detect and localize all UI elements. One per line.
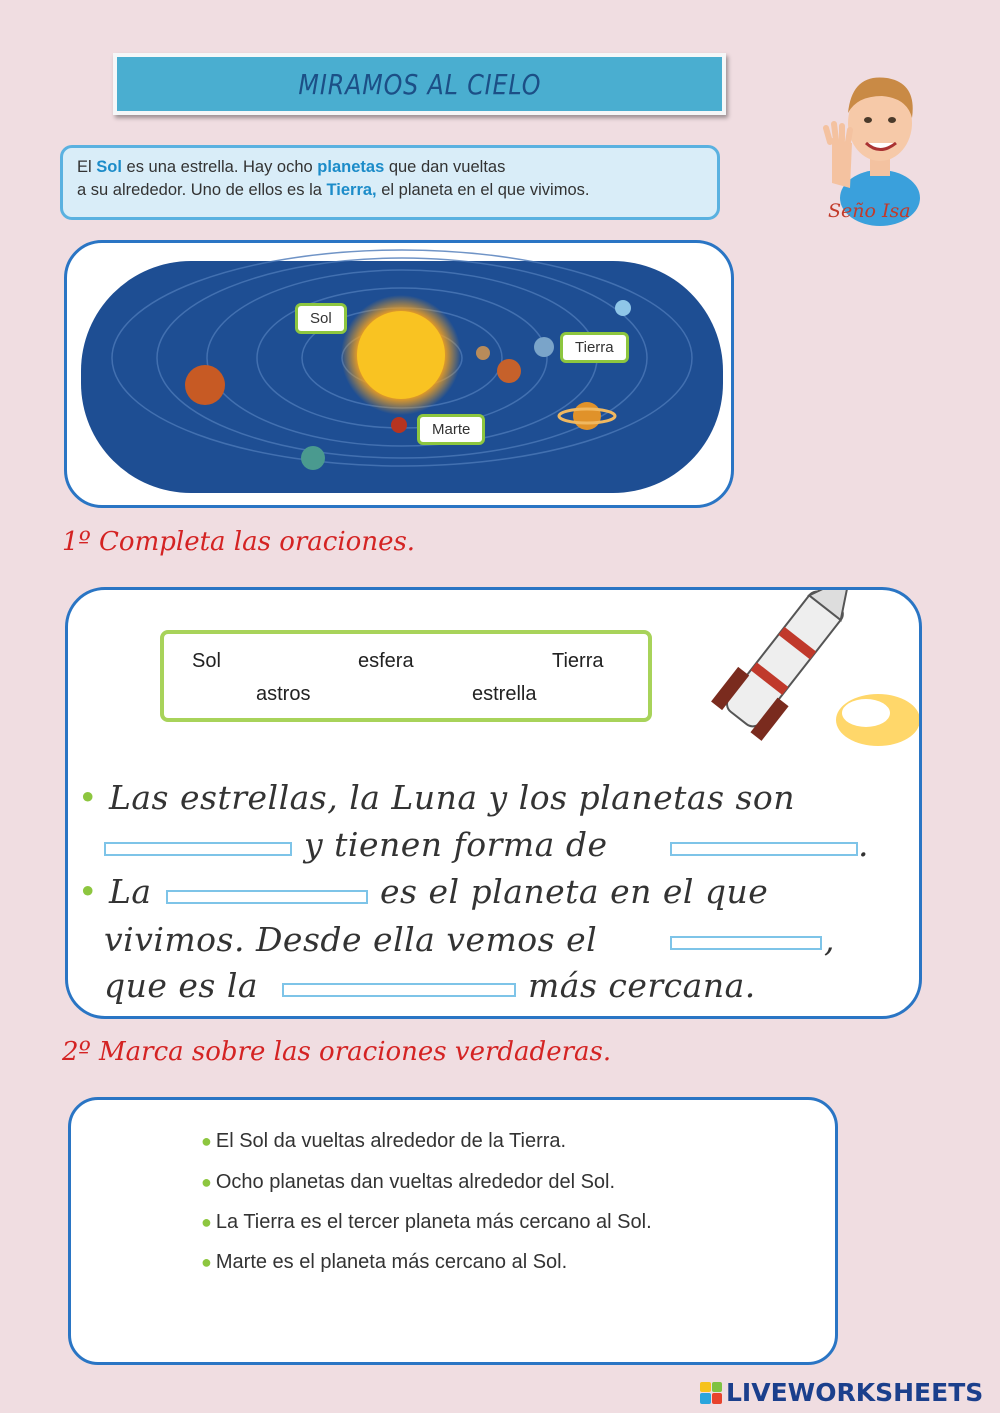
sentence-2-comma: , <box>824 920 835 959</box>
intro-line-2: a su alrededor. Uno de ellos es la Tierra, el planeta en el que vivimos. <box>77 181 590 199</box>
liveworksheets-logo-icon <box>700 1382 722 1404</box>
page-title: MIRAMOS AL CIELO <box>298 67 541 101</box>
solar-system-illustration <box>64 240 734 508</box>
word-bank <box>160 630 652 722</box>
sentence-1-line-2: y tienen forma de <box>304 825 608 864</box>
fill-in-blanks-exercise <box>65 587 922 1019</box>
rocket-illustration <box>688 587 922 755</box>
label-tierra: Tierra <box>560 332 629 363</box>
liveworksheets-logo <box>700 1378 983 1407</box>
intro-text-box <box>60 145 720 220</box>
planet-venus <box>497 359 521 383</box>
sentence-1-line-1: • Las estrellas, la Luna y los planetas son <box>78 778 796 817</box>
intro-line-1: El Sol es una estrella. Hay ocho planetas que dan vueltas <box>77 158 506 176</box>
statement-item[interactable]: ● La Tierra es el tercer planeta más cercano al Sol. <box>201 1211 652 1233</box>
section1-heading: 1º Completa las oraciones. <box>62 527 416 557</box>
sun-core <box>357 311 445 399</box>
avatar-caption: Seño Isa <box>828 200 911 222</box>
statement-item[interactable]: ● Marte es el planeta más cercano al Sol. <box>201 1251 568 1273</box>
word-bank-item: astros <box>256 683 311 705</box>
planet-earth <box>534 337 554 357</box>
planet-mercury <box>476 346 490 360</box>
word-bank-item: Sol <box>192 650 221 672</box>
word-bank-item: esfera <box>358 650 414 672</box>
statement-item[interactable]: ● El Sol da vueltas alrededor de la Tierra. <box>201 1130 567 1152</box>
word-bank-item: estrella <box>472 683 537 705</box>
sentence-2-line-2: vivimos. Desde ella vemos el <box>104 920 598 959</box>
planet-mars <box>391 417 407 433</box>
blank-input-1[interactable] <box>104 842 292 856</box>
label-sol: Sol <box>295 303 347 334</box>
statement-item[interactable]: ● Ocho planetas dan vueltas alrededor del Sol. <box>201 1171 616 1193</box>
sentence-1-end: . <box>858 825 869 864</box>
sentence-2-line-1: • La <box>78 872 152 911</box>
label-marte: Marte <box>417 414 485 445</box>
logo-text: LIVEWORKSHEETS <box>726 1378 984 1407</box>
planet-uranus <box>615 300 631 316</box>
true-false-exercise <box>68 1097 838 1365</box>
planet-saturn <box>573 402 601 430</box>
blank-input-3[interactable] <box>166 890 368 904</box>
planet-jupiter <box>185 365 225 405</box>
sentence-2-line-3b: más cercana. <box>528 966 756 1005</box>
title-banner <box>113 53 726 115</box>
planet-neptune <box>301 446 325 470</box>
blank-input-5[interactable] <box>282 983 516 997</box>
blank-input-2[interactable] <box>670 842 858 856</box>
section2-heading: 2º Marca sobre las oraciones verdaderas. <box>62 1037 612 1067</box>
sentence-2-line-1b: es el planeta en el que <box>380 872 769 911</box>
word-bank-item: Tierra <box>552 650 604 672</box>
sentence-2-line-3: que es la <box>104 966 259 1005</box>
blank-input-4[interactable] <box>670 936 822 950</box>
